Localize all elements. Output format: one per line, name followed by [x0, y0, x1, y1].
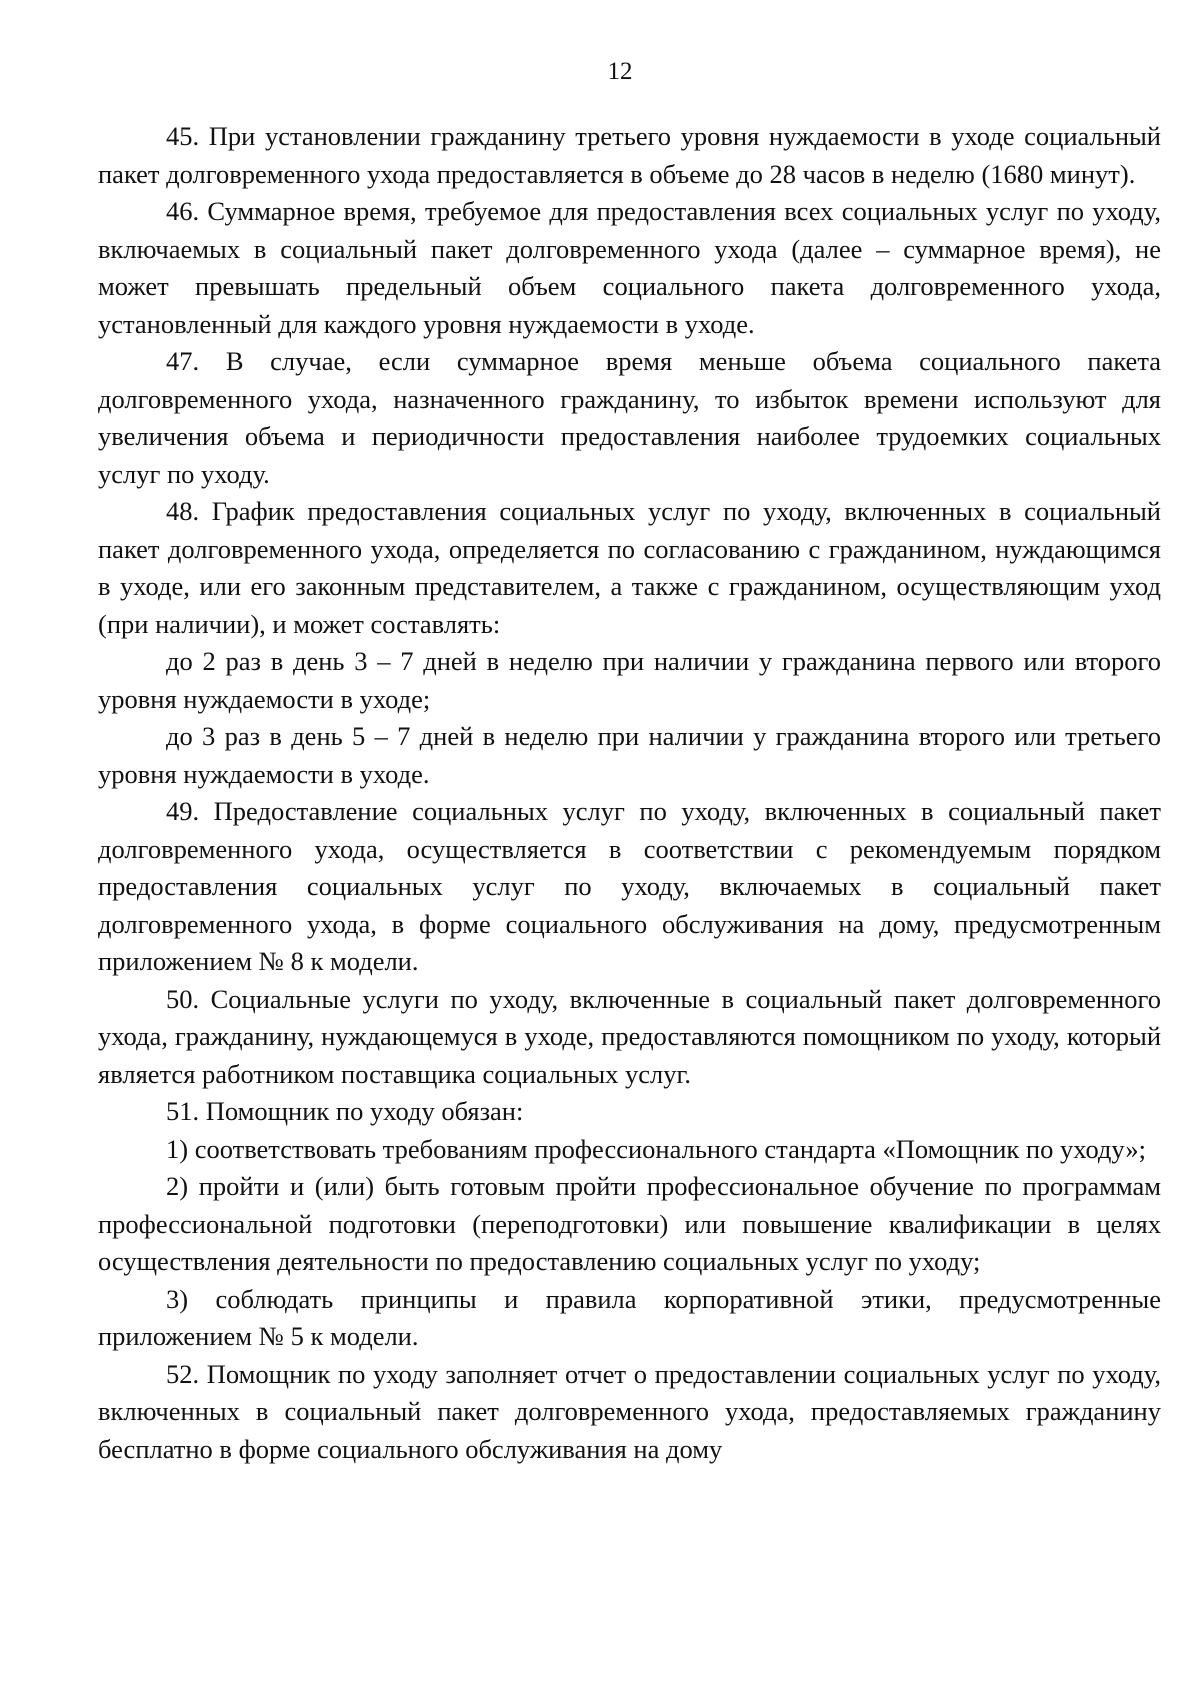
paragraph-47: 47. В случае, если суммарное время меньше объема социального пакета долговременного ухода, назначенного гражданину, то избыток времени используют для увеличения объема и периодичности предоставления наиболее трудоемких социальных услуг по уходу. — [98, 346, 1161, 489]
page-number: 12 — [607, 58, 633, 85]
document-body — [98, 118, 1161, 1468]
paragraph-51-item-2: 2) пройти и (или) быть готовым пройти профессиональное обучение по программам профессиональной подготовки (переподготовки) или повышение квалификации в целях осуществления деятельности по предоставлению социальных услуг по уходу; — [98, 1171, 1161, 1276]
paragraph-48: 48. График предоставления социальных услуг по уходу, включенных в социальный пакет долговременного ухода, определяется по согласованию с гражданином, нуждающимся в уходе, или его законным представителем, а также с гражданином, осуществляющим уход (при наличии), и может составлять: — [98, 496, 1161, 639]
paragraph-51-item-1: 1) соответствовать требованиям профессионального стандарта «Помощник по уходу»; — [166, 1133, 1146, 1164]
paragraph-51: 51. Помощник по уходу обязан: — [166, 1096, 524, 1126]
paragraph-52: 52. Помощник по уходу заполняет отчет о предоставлении социальных услуг по уходу, включенных в социальный пакет долговременного ухода, предоставляемых гражданину бесплатно в форме социального обслуживания на дому — [98, 1358, 1161, 1464]
paragraph-50: 50. Социальные услуги по уходу, включенные в социальный пакет долговременного ухода, гражданину, нуждающемуся в уходе, предоставляются помощником по уходу, который является работником поставщика социальных услуг. — [98, 983, 1161, 1089]
paragraph-49: 49. Предоставление социальных услуг по уходу, включенных в социальный пакет долговременного ухода, осуществляется в соответствии с рекомендуемым порядком предоставления социальных услуг по уходу, включаемых в социальный пакет долговременного ухода, в форме социального обслуживания на дому, предусмотренным приложением № 8 к модели. — [98, 796, 1161, 976]
paragraph-48-option-1: до 2 раз в день 3 – 7 дней в неделю при наличии у гражданина первого или второго уровня нуждаемости в уходе; — [98, 646, 1161, 714]
paragraph-45: 45. При установлении гражданину третьего уровня нуждаемости в уходе социальный пакет долговременного ухода предоставляется в объеме до 28 часов в неделю (1680 минут). — [98, 121, 1161, 189]
paragraph-48-option-2: до 3 раз в день 5 – 7 дней в неделю при наличии у гражданина второго или третьего уровня нуждаемости в уходе. — [98, 721, 1161, 789]
paragraph-46: 46. Суммарное время, требуемое для предоставления всех социальных услуг по уходу, включаемых в социальный пакет долговременного ухода (далее – суммарное время), не может превышать предельный объем социального пакета долговременного ухода, установленный для каждого уровня нуждаемости в уходе. — [98, 196, 1161, 339]
paragraph-51-item-3: 3) соблюдать принципы и правила корпоративной этики, предусмотренные приложением № 5 к модели. — [98, 1283, 1161, 1351]
